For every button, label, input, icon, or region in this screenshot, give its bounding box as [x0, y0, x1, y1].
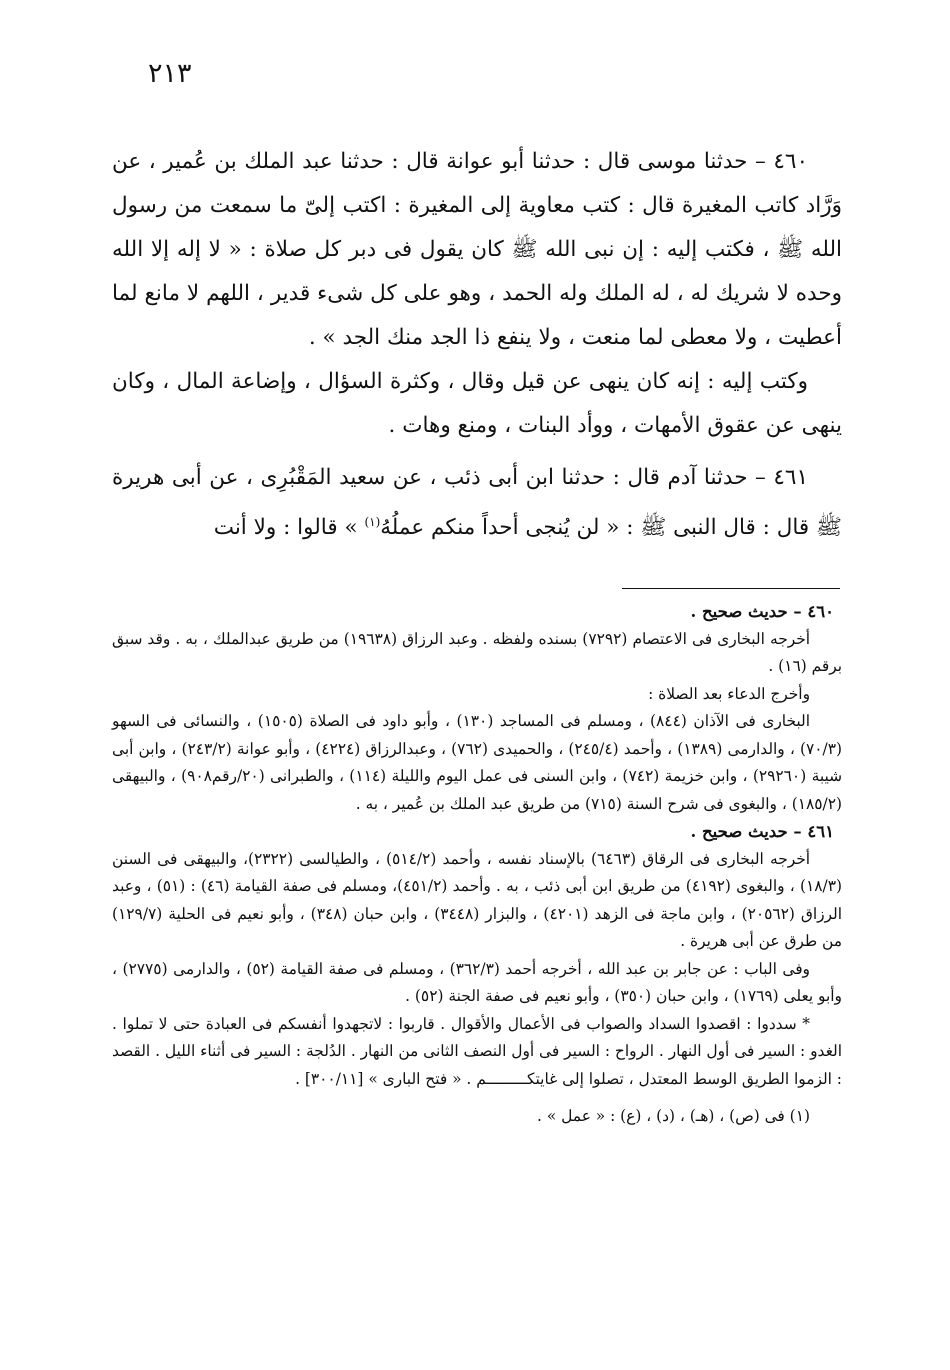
hadith-461-tail: » قالوا : ولا أنت — [213, 515, 365, 541]
note-460-paragraph: البخارى فى الآذان (٨٤٤) ، ومسلم فى المساجد (١٣٠) ، وأبو داود فى الصلاة (١٥٠٥) ، والنسائى فى السهو (٧٠/٣) ، والدارمى (١٣٨٩) ، وأحمد (٢٤٥/٤) ، والحميدى (٧٦٢) ، وعبدالرزاق (٤٢٢٤) ، وأبو عوانة (٢٤٣/٢) ، وابن أبى شيبة (٢٩٢٦٠) ، وابن خزيمة (٧٤٢) ، وابن السنى فى عمل اليوم والليلة (١١٤) ، والطبرانى (٢٠/رقم٩٠٨) ، والبيهقى (١٨٥/٢) ، والبغوى فى شرح السنة (٧١٥) من طريق عبد الملك بن عُمير ، به . — [112, 712, 843, 813]
page-number: ٢١٣ — [148, 58, 192, 89]
footnote-divider — [622, 588, 840, 589]
note-461-heading: ٤٦١ – حديث صحيح . — [690, 822, 834, 841]
hadith-460-continuation: وكتب إليه : إنه كان ينهى عن قيل وقال ، وكثرة السؤال ، وإضاعة المال ، وكان ينهى عن عقوق الأمهات ، ووأد البنات ، ومنع وهات . — [112, 369, 842, 438]
main-text — [112, 140, 842, 550]
note-460-heading: ٤٦٠ – حديث صحيح . — [690, 602, 834, 621]
note-460-paragraph: وأخرج الدعاء بعد الصلاة : — [648, 684, 810, 703]
footnote-1: (١) فى (ص) ، (هـ) ، (د) ، (ع) : « عمل » . — [537, 1107, 810, 1125]
hadith-461-text: ٤٦١ – حدثنا آدم قال : حدثنا ابن أبى ذئب ، عن سعيد المَقْبُرِى ، عن أبى هريرة ﷺ قال : قال النبى ﷺ : « لن يُنجى أحداً منكم عملُهُ — [112, 465, 842, 541]
hadith-461-paragraph — [112, 456, 842, 550]
notes-section — [112, 598, 842, 1131]
note-460-paragraph: أخرجه البخارى فى الاعتصام (٧٢٩٢) بسنده ولفظه . وعبد الرزاق (١٩٦٣٨) من طريق عبدالملك ، به . وقد سبق برقم (١٦) . — [112, 629, 842, 675]
note-461-paragraph: أخرجه البخارى فى الرقاق (٦٤٦٣) بالإسناد نفسه ، وأحمد (٥١٤/٢) ، والطيالسى (٢٣٢٢)، والبيهقى فى السنن (١٨/٣) ، والبغوى (٤١٩٢) من طريق ابن أبى ذئب ، به . وأحمد (٤٥١/٢)، ومسلم فى صفة القيامة (٤٦) : (٥١) ، وعبد الرزاق (٢٠٥٦٢) ، وابن ماجة فى الزهد (٤٢٠١) ، والبزار (٣٤٤٨) ، وابن حبان (٣٤٨) ، وأبو نعيم فى الحلية (١٢٩/٧) من طرق عن أبى هريرة . — [112, 849, 843, 950]
note-461-paragraph: وفى الباب : عن جابر بن عبد الله ، أخرجه أحمد (٣٦٢/٣) ، ومسلم فى صفة القيامة (٥٢) ، والدارمى (٢٧٧٥) ، وأبو يعلى (١٧٦٩) ، وابن حبان (٣٥٠) ، وأبو نعيم فى صفة الجنة (٥٢) . — [112, 959, 842, 1005]
footnote-marker: (١) — [364, 515, 381, 529]
note-461-glossary: * سددوا : اقصدوا السداد والصواب فى الأعمال والأقوال . قاربوا : لاتجهدوا أنفسكم فى العبادة حتى لا تملوا . الغدو : السير فى أول النهار . الرواح : السير فى أول النصف الثانى من النهار . الدُلجة : السير فى أثناء الليل . القصد : الزموا الطريق الوسط المعتدل ، تصلوا إلى غايتكـــــــــم . « فتح البارى » [٣٠٠/١١] . — [112, 1014, 842, 1088]
hadith-460-paragraph: ٤٦٠ – حدثنا موسى قال : حدثنا أبو عوانة قال : حدثنا عبد الملك بن عُمير ، عن وَرَّاد كاتب المغيرة قال : كتب معاوية إلى المغيرة : اكتب إلىّ ما سمعت من رسول الله ﷺ ، فكتب إليه : إن نبى الله ﷺ كان يقول فى دبر كل صلاة : « لا إله إلا الله وحده لا شريك له ، له الملك وله الحمد ، وهو على كل شىء قدير ، اللهم لا مانع لما أعطيت ، ولا معطى لما منعت ، ولا ينفع ذا الجد منك الجد » . — [112, 149, 842, 350]
